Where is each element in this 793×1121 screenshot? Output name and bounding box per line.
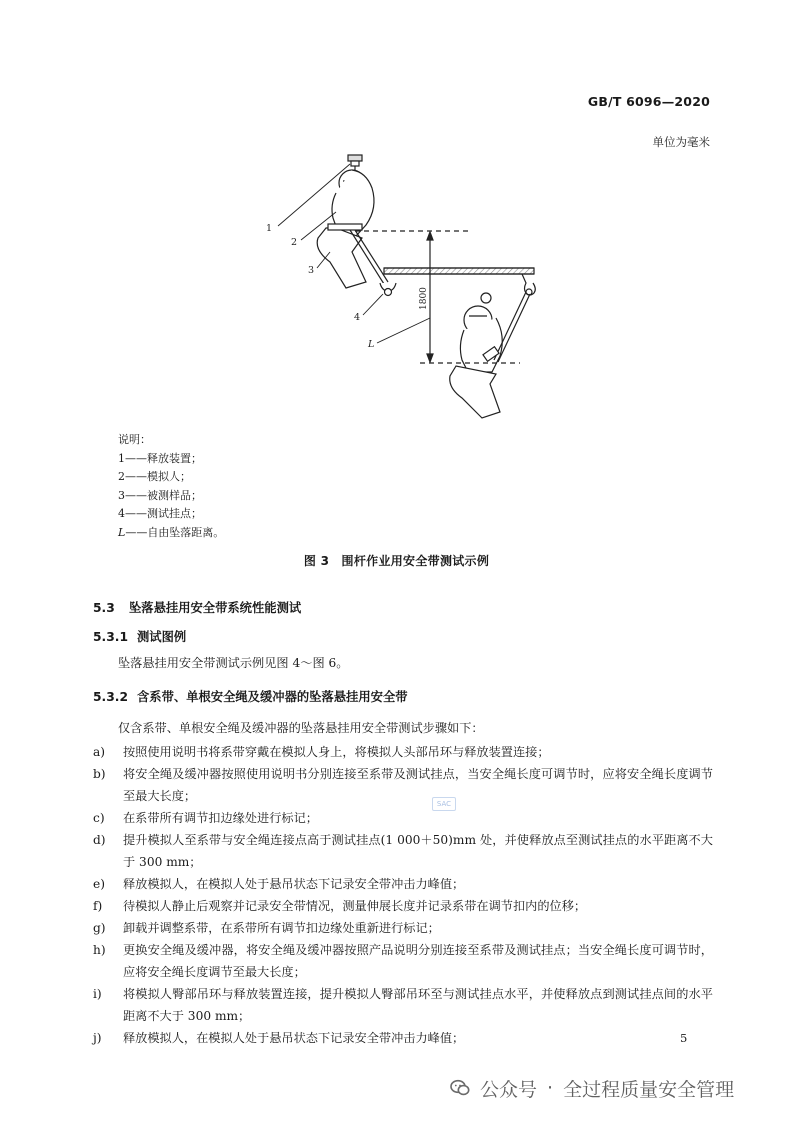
faint-watermark-mark: SAC bbox=[432, 797, 456, 811]
watermark-account: 全过程质量安全管理 bbox=[563, 1078, 735, 1101]
wechat-icon bbox=[450, 1079, 470, 1097]
legend-title: 说明： bbox=[118, 433, 151, 446]
unit-note: 单位为毫米 bbox=[652, 135, 710, 149]
callout-4: 4 bbox=[354, 312, 361, 323]
test-dummy-suspended bbox=[450, 292, 530, 418]
account-watermark bbox=[450, 1070, 734, 1106]
watermark-separator: · bbox=[547, 1077, 554, 1099]
list-item: b) 将安全绳及缓冲器按照使用说明书分别连接至系带及测试挂点，当安全绳长度可调节时，应将安全绳长度调节至最大长度； bbox=[93, 767, 713, 803]
section-heading-5-3-2: 5.3.2 含系带、单根安全绳及缓冲器的坠落悬挂用安全带 bbox=[93, 690, 408, 704]
section-heading-5-3: 5.3 坠落悬挂用安全带系统性能测试 bbox=[93, 601, 302, 615]
watermark-label: 公众号 bbox=[480, 1078, 538, 1101]
callout-2: 2 bbox=[291, 237, 298, 248]
legend-item: 4——测试挂点； bbox=[118, 507, 202, 521]
test-dummy-2 bbox=[317, 170, 374, 288]
list-item: i) 将模拟人臀部吊环与释放装置连接，提升模拟人臀部吊环至与测试挂点水平，并使释放点到测试挂点间的水平距离不大于 300 mm； bbox=[93, 987, 713, 1023]
legend-item: 2——模拟人； bbox=[118, 470, 191, 484]
callout-L: L bbox=[368, 339, 375, 350]
dimension-value: 1800 bbox=[419, 287, 429, 310]
section-5-3-2-intro: 仅含系带、单根安全绳及缓冲器的坠落悬挂用安全带测试步骤如下： bbox=[118, 721, 484, 735]
callout-3: 3 bbox=[308, 265, 315, 276]
list-item: d) 提升模拟人至系带与安全绳连接点高于测试挂点(1 000＋50)mm 处，并使释放点至测试挂点的水平距离不大于 300 mm； bbox=[93, 833, 713, 869]
legend-item: 3——被测样品； bbox=[118, 488, 202, 502]
list-item: j) 释放模拟人，在模拟人处于悬吊状态下记录安全带冲击力峰值； bbox=[93, 1031, 465, 1045]
list-item: g) 卸载并调整系带，在系带所有调节扣边缘处重新进行标记； bbox=[93, 921, 440, 935]
list-item: f) 待模拟人静止后观察并记录安全带情况，测量伸展长度并记录系带在调节扣内的位移； bbox=[93, 899, 587, 913]
figure-caption: 图 3 围杆作业用安全带测试示例 bbox=[303, 554, 490, 568]
release-device-1 bbox=[348, 155, 362, 170]
legend-item: L——自由坠落距离。 bbox=[118, 525, 225, 539]
list-item: e) 释放模拟人，在模拟人处于悬吊状态下记录安全带冲击力峰值； bbox=[93, 877, 465, 891]
figure-legend bbox=[118, 431, 224, 543]
list-item: a) 按照使用说明书将系带穿戴在模拟人身上，将模拟人头部吊环与释放装置连接； bbox=[93, 745, 550, 759]
standard-code: GB/T 6096—2020 bbox=[587, 94, 710, 109]
list-item: h) 更换安全绳及缓冲器，将安全绳及缓冲器按照产品说明分别连接至系带及测试挂点；当安全绳长度可调节时，应将安全绳长度调节至最大长度； bbox=[93, 943, 713, 979]
section-heading-5-3-1: 5.3.1 测试图例 bbox=[93, 630, 187, 644]
page-number: 5 bbox=[680, 1031, 688, 1045]
support-beam bbox=[384, 268, 535, 295]
legend-item: 1——释放装置； bbox=[118, 451, 202, 465]
figure-3-drawing bbox=[0, 0, 793, 430]
procedure-steps bbox=[93, 741, 713, 1049]
list-item: c) 在系带所有调节扣边缘处进行标记； bbox=[93, 811, 318, 825]
section-5-3-1-text: 坠落悬挂用安全带测试示例见图 4～图 6。 bbox=[118, 656, 349, 670]
callout-1: 1 bbox=[266, 223, 273, 234]
